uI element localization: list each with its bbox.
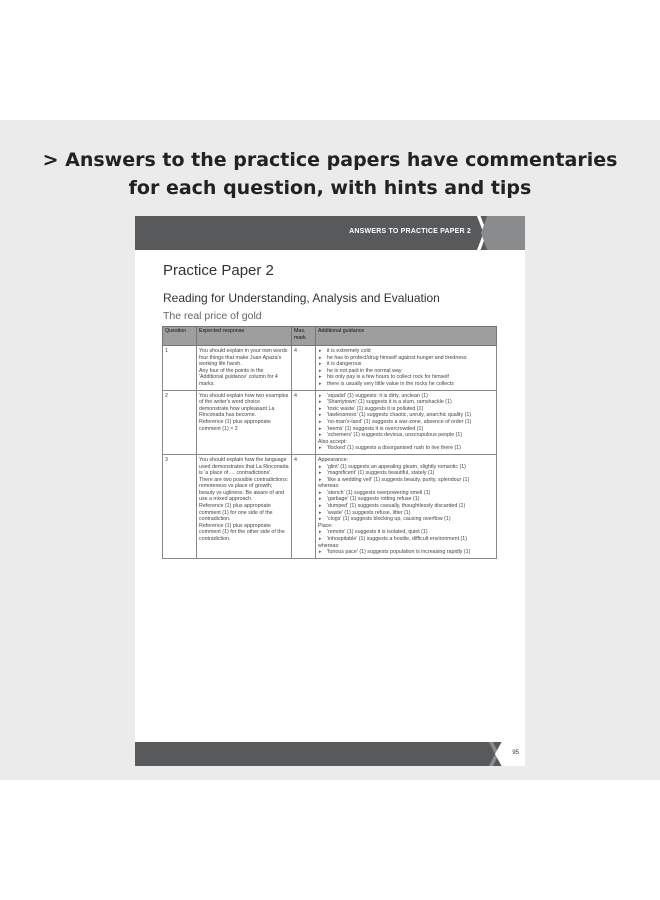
table-header-row — [163, 327, 497, 346]
expected-response — [197, 390, 292, 454]
guidance-bullet: ▸ there is usually very little value in the rocks he collects — [318, 381, 494, 388]
page-title: Practice Paper 2 — [163, 262, 274, 279]
guidance-bullet: ▸ 'squalid' (1) suggests: it is dirty, unclean (1) — [318, 393, 494, 400]
headline — [0, 146, 660, 202]
guidance-bullet: ▸ 'Shantytown' (1) suggests it is a slum, ramshackle (1) — [318, 399, 494, 406]
guidance-heading: Place: — [318, 522, 333, 529]
additional-guidance — [316, 454, 497, 558]
expected-response-paragraph: Reference (1) plus appropriate comment (1) for one side of the contradiction. — [199, 503, 273, 523]
expected-response — [197, 454, 292, 558]
max-mark: 4 — [292, 346, 316, 391]
guidance-bullet: ▸ 'lawlessness' (1) suggests chaotic, unruly, anarchic quality (1) — [318, 412, 494, 419]
guidance-bullet: ▸ 'schemers' (1) suggests devious, unscrupulous people (1) — [318, 432, 494, 439]
guidance-list — [318, 457, 494, 556]
guidance-heading: Appearance: — [318, 456, 349, 463]
guidance-bullet: ▸ he has to protect/drug himself against hunger and tiredness — [318, 355, 494, 362]
expected-response-paragraph: You should explain in your own words four things that make Juan Apaza's working life harsh. — [199, 348, 288, 368]
header-tab — [481, 216, 525, 250]
expected-response-paragraph: Reference (1) plus appropriate comment (1) × 2 — [199, 418, 271, 432]
page-number: 95 — [512, 750, 519, 756]
guidance-bullet: ▸ 'waste' (1) suggests refuse, litter (1) — [318, 510, 494, 517]
guidance-bullet: ▸ his only pay is a few hours to collect rock for himself — [318, 374, 494, 381]
book-page — [135, 216, 525, 766]
guidance-bullet: ▸ 'inhospitable' (1) suggests a hostile, difficult environment (1) — [318, 536, 494, 543]
guidance-bullet: ▸ 'furious pace' (1) suggests population is increasing rapidly (1) — [318, 549, 494, 556]
guidance-bullet: ▸ 'toxic waste' (1) suggests it is polluted (1) — [318, 406, 494, 413]
page-footer-bar — [135, 742, 525, 766]
page-header-bar — [135, 216, 525, 250]
table-body — [163, 346, 497, 559]
headline-line-2: for each question, with hints and tips — [128, 177, 532, 199]
guidance-bullet: ▸ 'garbage' (1) suggests rotting refuse (1) — [318, 496, 494, 503]
guidance-bullet: ▸ 'glint' (1) suggests an appealing gleam, slightly romantic (1) — [318, 464, 494, 471]
section-title: Reading for Understanding, Analysis and Evaluation — [163, 291, 440, 305]
question-number: 2 — [163, 390, 197, 454]
expected-response-paragraph: There are two possible contradictions: remoteness vs place of growth; beauty vs ugliness. Be aware of and use a mixed approach. — [199, 476, 289, 503]
header-question: Question — [163, 327, 197, 346]
additional-guidance — [316, 390, 497, 454]
guidance-bullet: ▸ 'flocked' (1) suggests a disorganised rush to live there (1) — [318, 445, 494, 452]
guidance-bullet: ▸ it is dangerous — [318, 361, 494, 368]
guidance-bullet: ▸ he is not paid in the normal way — [318, 368, 494, 375]
question-number: 3 — [163, 454, 197, 558]
table-row — [163, 454, 497, 558]
max-mark: 4 — [292, 454, 316, 558]
max-mark: 4 — [292, 390, 316, 454]
guidance-bullet: ▸ 'remote' (1) suggests it is isolated, quiet (1) — [318, 529, 494, 536]
guidance-bullet: ▸ 'no-man's-land' (1) suggests a war-zone, absence of order (1) — [318, 419, 494, 426]
guidance-bullet: ▸ 'clogs' (1) suggests blocking up, causing overflow (1) — [318, 516, 494, 523]
expected-response-paragraph: You should explain how the language used demonstrates that La Rinconada is 'a place of … contradictions'. — [199, 456, 289, 477]
footer-tab — [495, 742, 525, 766]
expected-response-paragraph: You should explain how two examples of the writer's word choice demonstrate how unpleasant La Rinconada has become. — [199, 392, 289, 419]
guidance-heading: whereas: — [318, 483, 340, 490]
guidance-bullet: ▸ 'stench' (1) suggests overpowering smell (1) — [318, 490, 494, 497]
header-max-mark: Max. mark — [292, 327, 316, 346]
answers-table — [162, 326, 497, 559]
header-additional-guidance: Additional guidance — [316, 327, 497, 346]
guidance-bullet: ▸ 'magnificent' (1) suggests beautiful, stately (1) — [318, 470, 494, 477]
headline-line-1: > Answers to the practice papers have commentaries — [42, 149, 618, 171]
guidance-bullet: ▸ 'dumped' (1) suggests casually, thoughtlessly discarded (1) — [318, 503, 494, 510]
expected-response-paragraph: Any four of the points in the 'Additional guidance' column for 4 marks. — [199, 367, 278, 387]
guidance-bullet: ▸ 'teems' (1) suggests it is overcrowded (1) — [318, 426, 494, 433]
table-row — [163, 346, 497, 391]
guidance-list — [318, 348, 494, 388]
guidance-heading: whereas: — [318, 542, 340, 549]
question-number: 1 — [163, 346, 197, 391]
guidance-bullet: ▸ it is extremely cold — [318, 348, 494, 355]
expected-response — [197, 346, 292, 391]
header-expected-response: Expected response — [197, 327, 292, 346]
subsection-title: The real price of gold — [163, 310, 262, 322]
expected-response-paragraph: Reference (1) plus appropriate comment (1) for the other side of the contradiction. — [199, 522, 285, 543]
running-header: ANSWERS TO PRACTICE PAPER 2 — [349, 228, 471, 235]
table-row — [163, 390, 497, 454]
additional-guidance — [316, 346, 497, 391]
guidance-heading: Also accept: — [318, 438, 347, 445]
guidance-list — [318, 393, 494, 452]
guidance-bullet: ▸ 'like a wedding veil' (1) suggests beauty, purity, splendour (1) — [318, 477, 494, 484]
